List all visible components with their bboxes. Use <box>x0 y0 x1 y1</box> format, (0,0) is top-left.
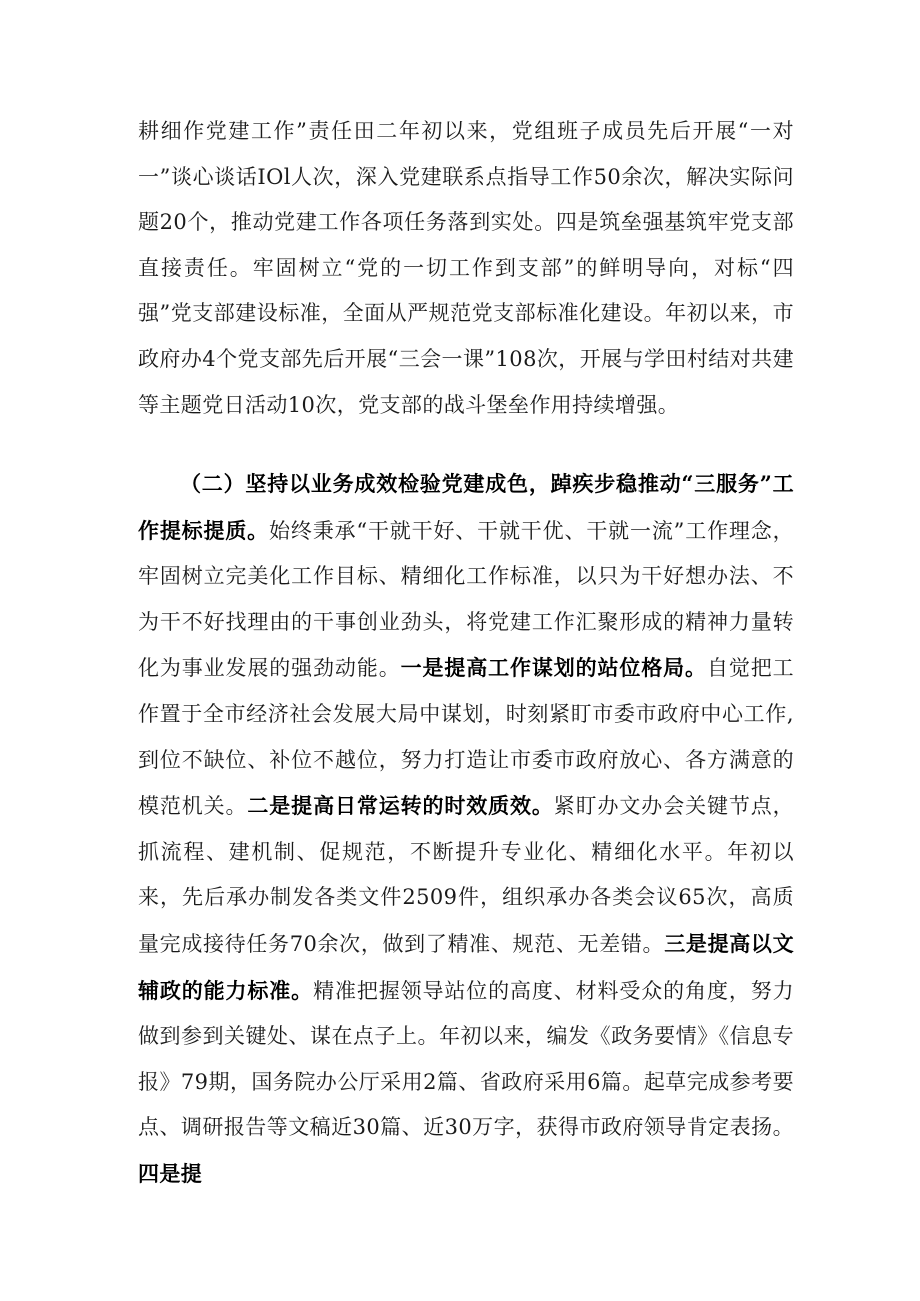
paragraph-sentence: 自觉把工作置于全市经济社会发展大局中谋划，时刻紧盯市委市政府中心工作,到位不缺位、补位不越位，努力打造让市委市政府放心、各方满意的模范机关。 <box>138 656 794 819</box>
paragraph-text <box>138 461 794 1198</box>
paragraph-three-services <box>138 461 794 1198</box>
point-heading-4: 四是提 <box>138 1160 203 1186</box>
paragraph-text <box>138 109 794 428</box>
point-heading-2: 二是提高日常运转的时效质效。 <box>247 793 554 819</box>
point-heading-3: 三是提高以文辅政的能力标准。 <box>138 930 794 1003</box>
paragraph-party-building <box>138 109 794 428</box>
paragraph-sentence: 紧盯办文办会关键节点，抓流程、建机制、促规范，不断提升专业化、精细化水平。年初以来，先后承办制发各类文件2509件，组织承办各类会议65次，高质量完成接待任务70余次，做到了精准、规范、无差错。 <box>138 794 795 956</box>
paragraph-sentence: 始终秉承“干就干好、干就干优、干就一流”工作理念，牢固树立完美化工作目标、精细化工作标准，以只为干好想办法、不为干不好找理由的干事创业劲头，将党建工作汇聚形成的精神力量转化为事业发展的强劲动能。 <box>138 518 794 681</box>
paragraph-sentence: 耕细作党建工作”责任田二年初以来，党组班子成员先后开展“一对一”谈心谈话IOl人次，深入党建联系点指导工作50余次，解决实际问题20个，推动党建工作各项任务落到实处。四是筑垒强基筑牢党支部直接责任。牢固树立“党的一切工作到支部”的鲜明导向，对标“四强”党支部建设标准，全面从严规范党支部标准化建设。年初以来，市政府办4个党支部先后开展“三会一课”108次，开展与学田村结对共建等主题党日活动10次，党支部的战斗堡垒作用持续增强。 <box>138 119 794 417</box>
point-heading-1: 一是提高工作谋划的站位格局。 <box>400 655 707 681</box>
section-heading: （二）坚持以业务成效检验党建成色，踔疾步稳推动“三服务”工作提标提质。 <box>138 471 794 543</box>
paragraph-sentence: 精准把握领导站位的高度、材料受众的角度，努力做到参到关键处、谋在点子上。年初以来，编发《政务要情》《信息专报》79期，国务院办公厅采用2篇、省政府采用6篇。起草完成参考要点、调研报告等文稿近30篇、近30万字，获得市政府领导肯定表扬。 <box>138 978 794 1140</box>
